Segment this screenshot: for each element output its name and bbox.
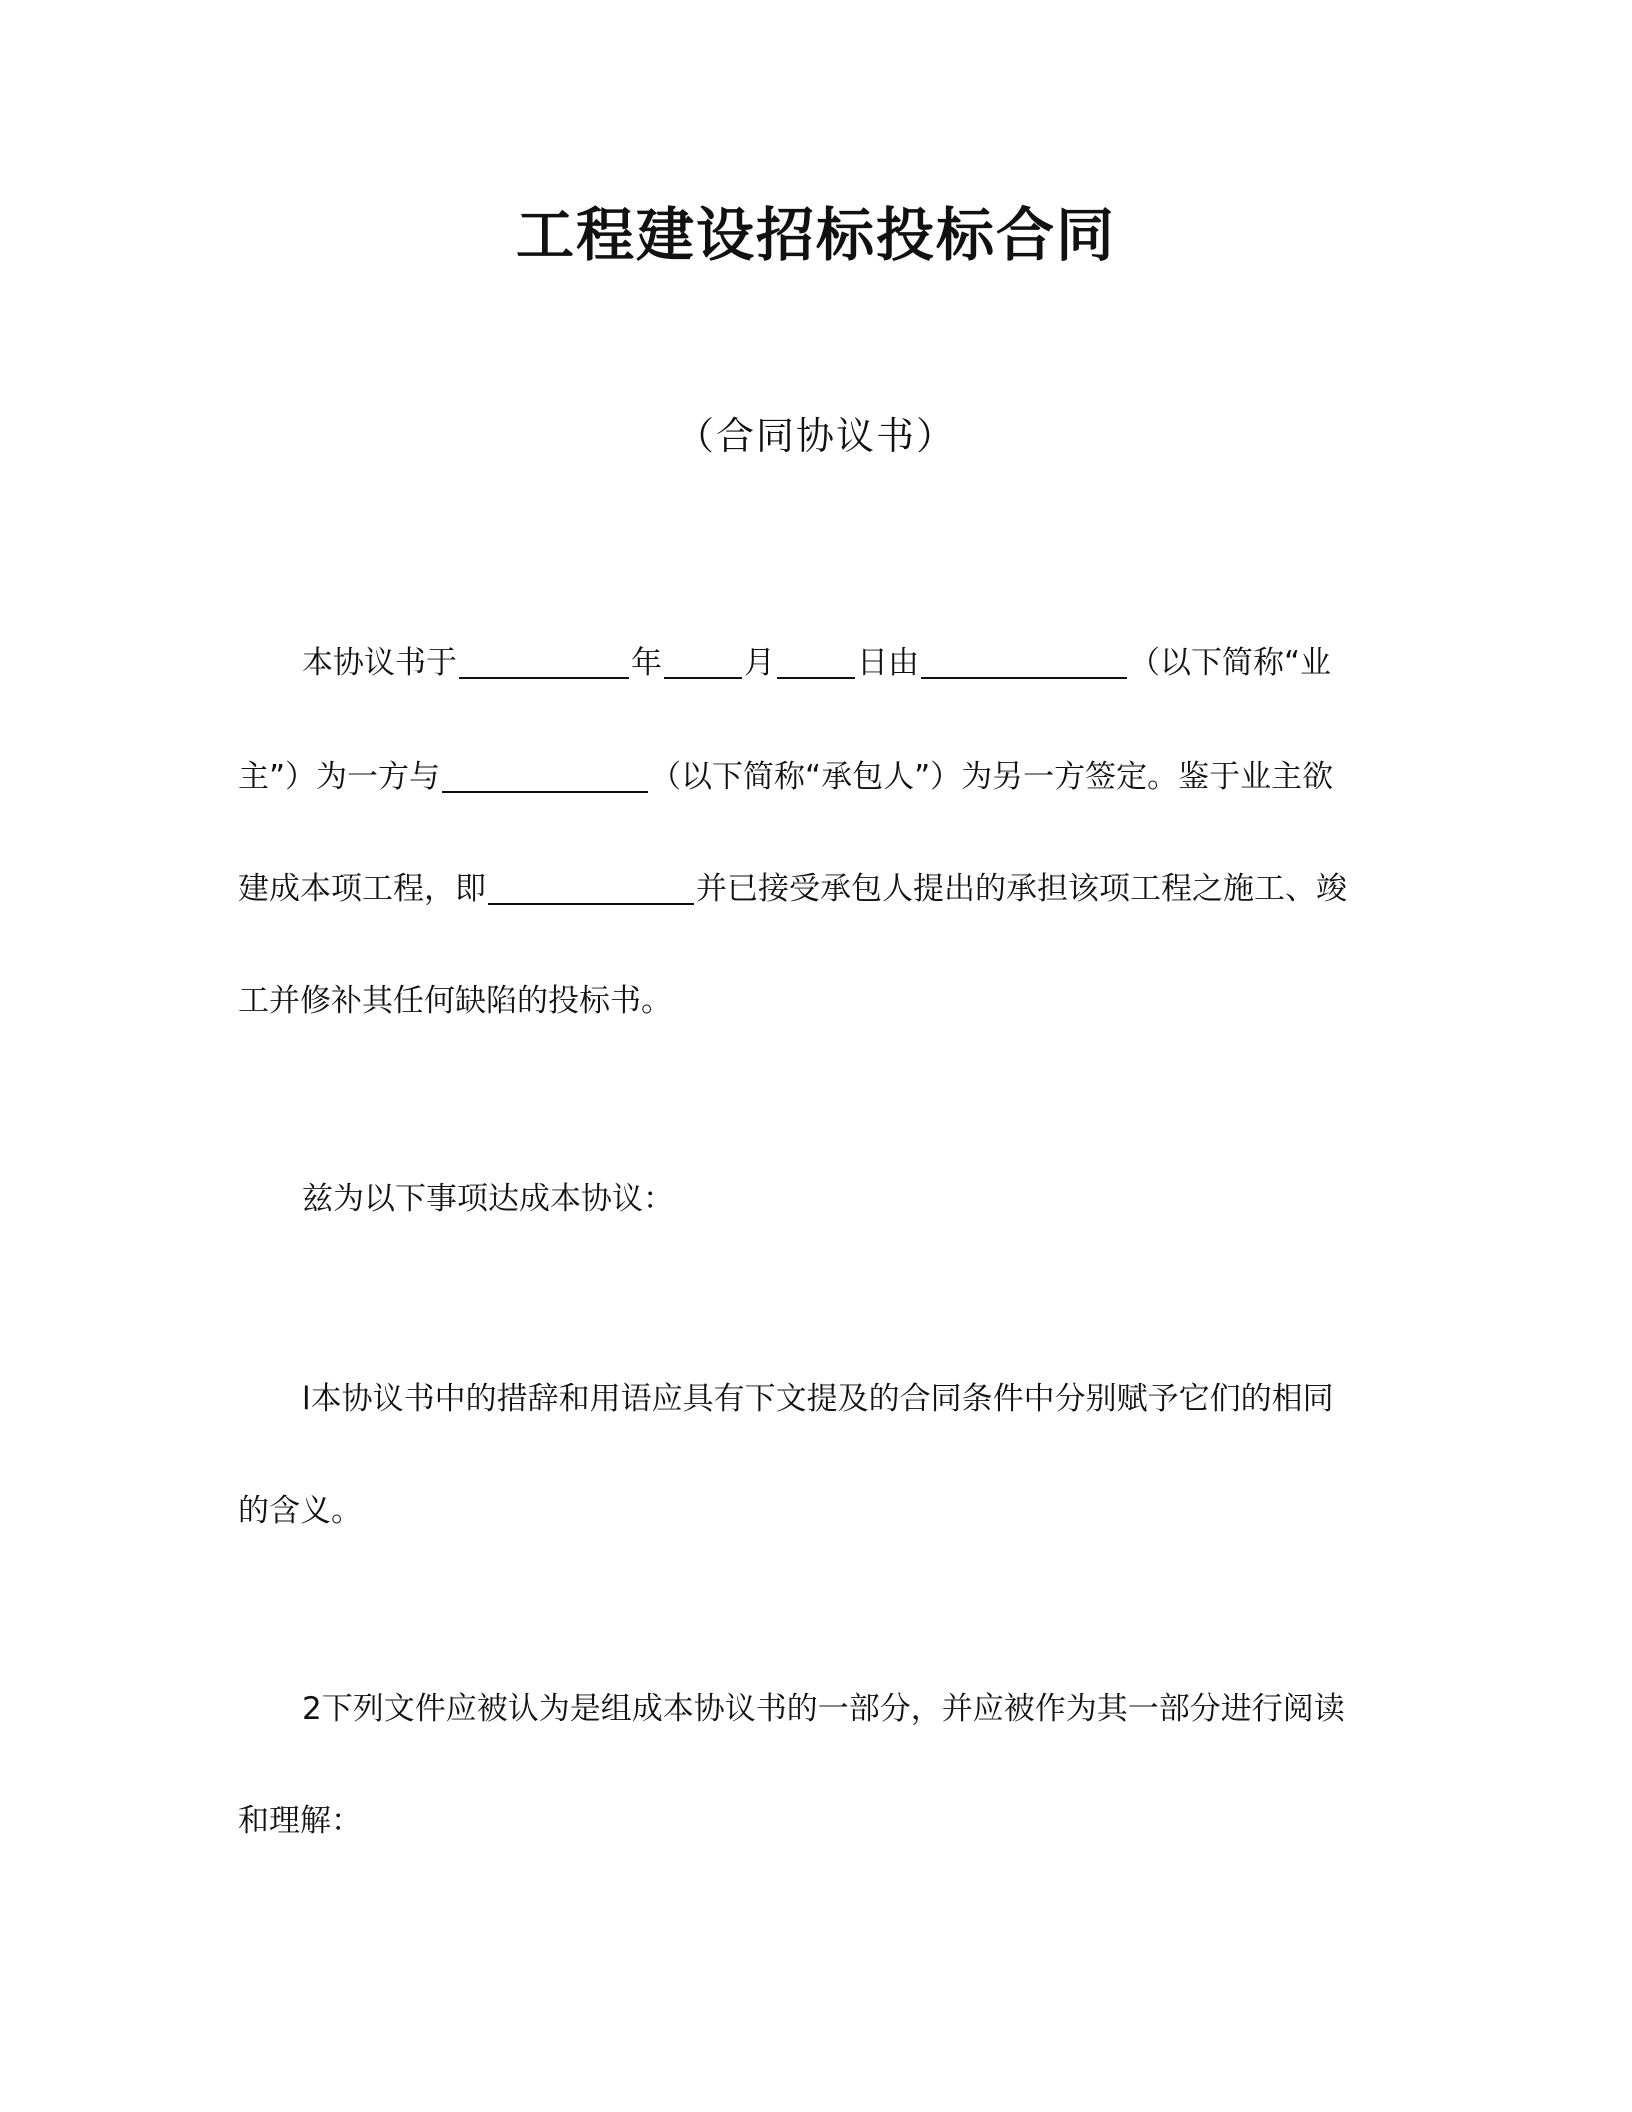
document-subtitle: （合同协议书） (675, 414, 956, 458)
para1-line3 (238, 864, 1418, 914)
owner-name-blank[interactable] (921, 643, 1127, 679)
para1-line2 (238, 752, 1418, 802)
para1-text: 建成本项工程，即 (238, 871, 486, 907)
para1-text: 月 (744, 645, 775, 681)
para1-text: 本协议书于 (302, 645, 457, 681)
para1-text: 日由 (857, 645, 919, 681)
para1-text: 并已接受承包人提出的承担该项工程之施工、竣 (696, 871, 1347, 907)
para1-text: （以下简称“承包人”）为另一方签定。鉴于业主欲 (650, 759, 1334, 795)
para1-text: （以下简称“业 (1129, 645, 1332, 681)
contractor-name-blank[interactable] (442, 757, 648, 793)
para4-line2: 和理解： (238, 1803, 362, 1839)
para2-line1: 兹为以下事项达成本协议： (302, 1181, 674, 1217)
para1-text: 主”）为一方与 (238, 759, 441, 795)
para3-line2: 的含义。 (238, 1493, 362, 1529)
day-blank[interactable] (777, 643, 855, 679)
para1-line4: 工并修补其任何缺陷的投标书。 (238, 983, 672, 1019)
para1-line1 (302, 638, 1482, 688)
document-title: 工程建设招标投标合同 (515, 201, 1116, 269)
para1-text: 年 (631, 645, 662, 681)
project-name-blank[interactable] (488, 869, 694, 905)
para3-line1: l本协议书中的措辞和用语应具有下文提及的合同条件中分别赋予它们的相同 (302, 1381, 1334, 1417)
para4-line1: 2下列文件应被认为是组成本协议书的一部分，并应被作为其一部分进行阅读 (302, 1691, 1345, 1727)
year-blank[interactable] (459, 643, 629, 679)
month-blank[interactable] (664, 643, 742, 679)
